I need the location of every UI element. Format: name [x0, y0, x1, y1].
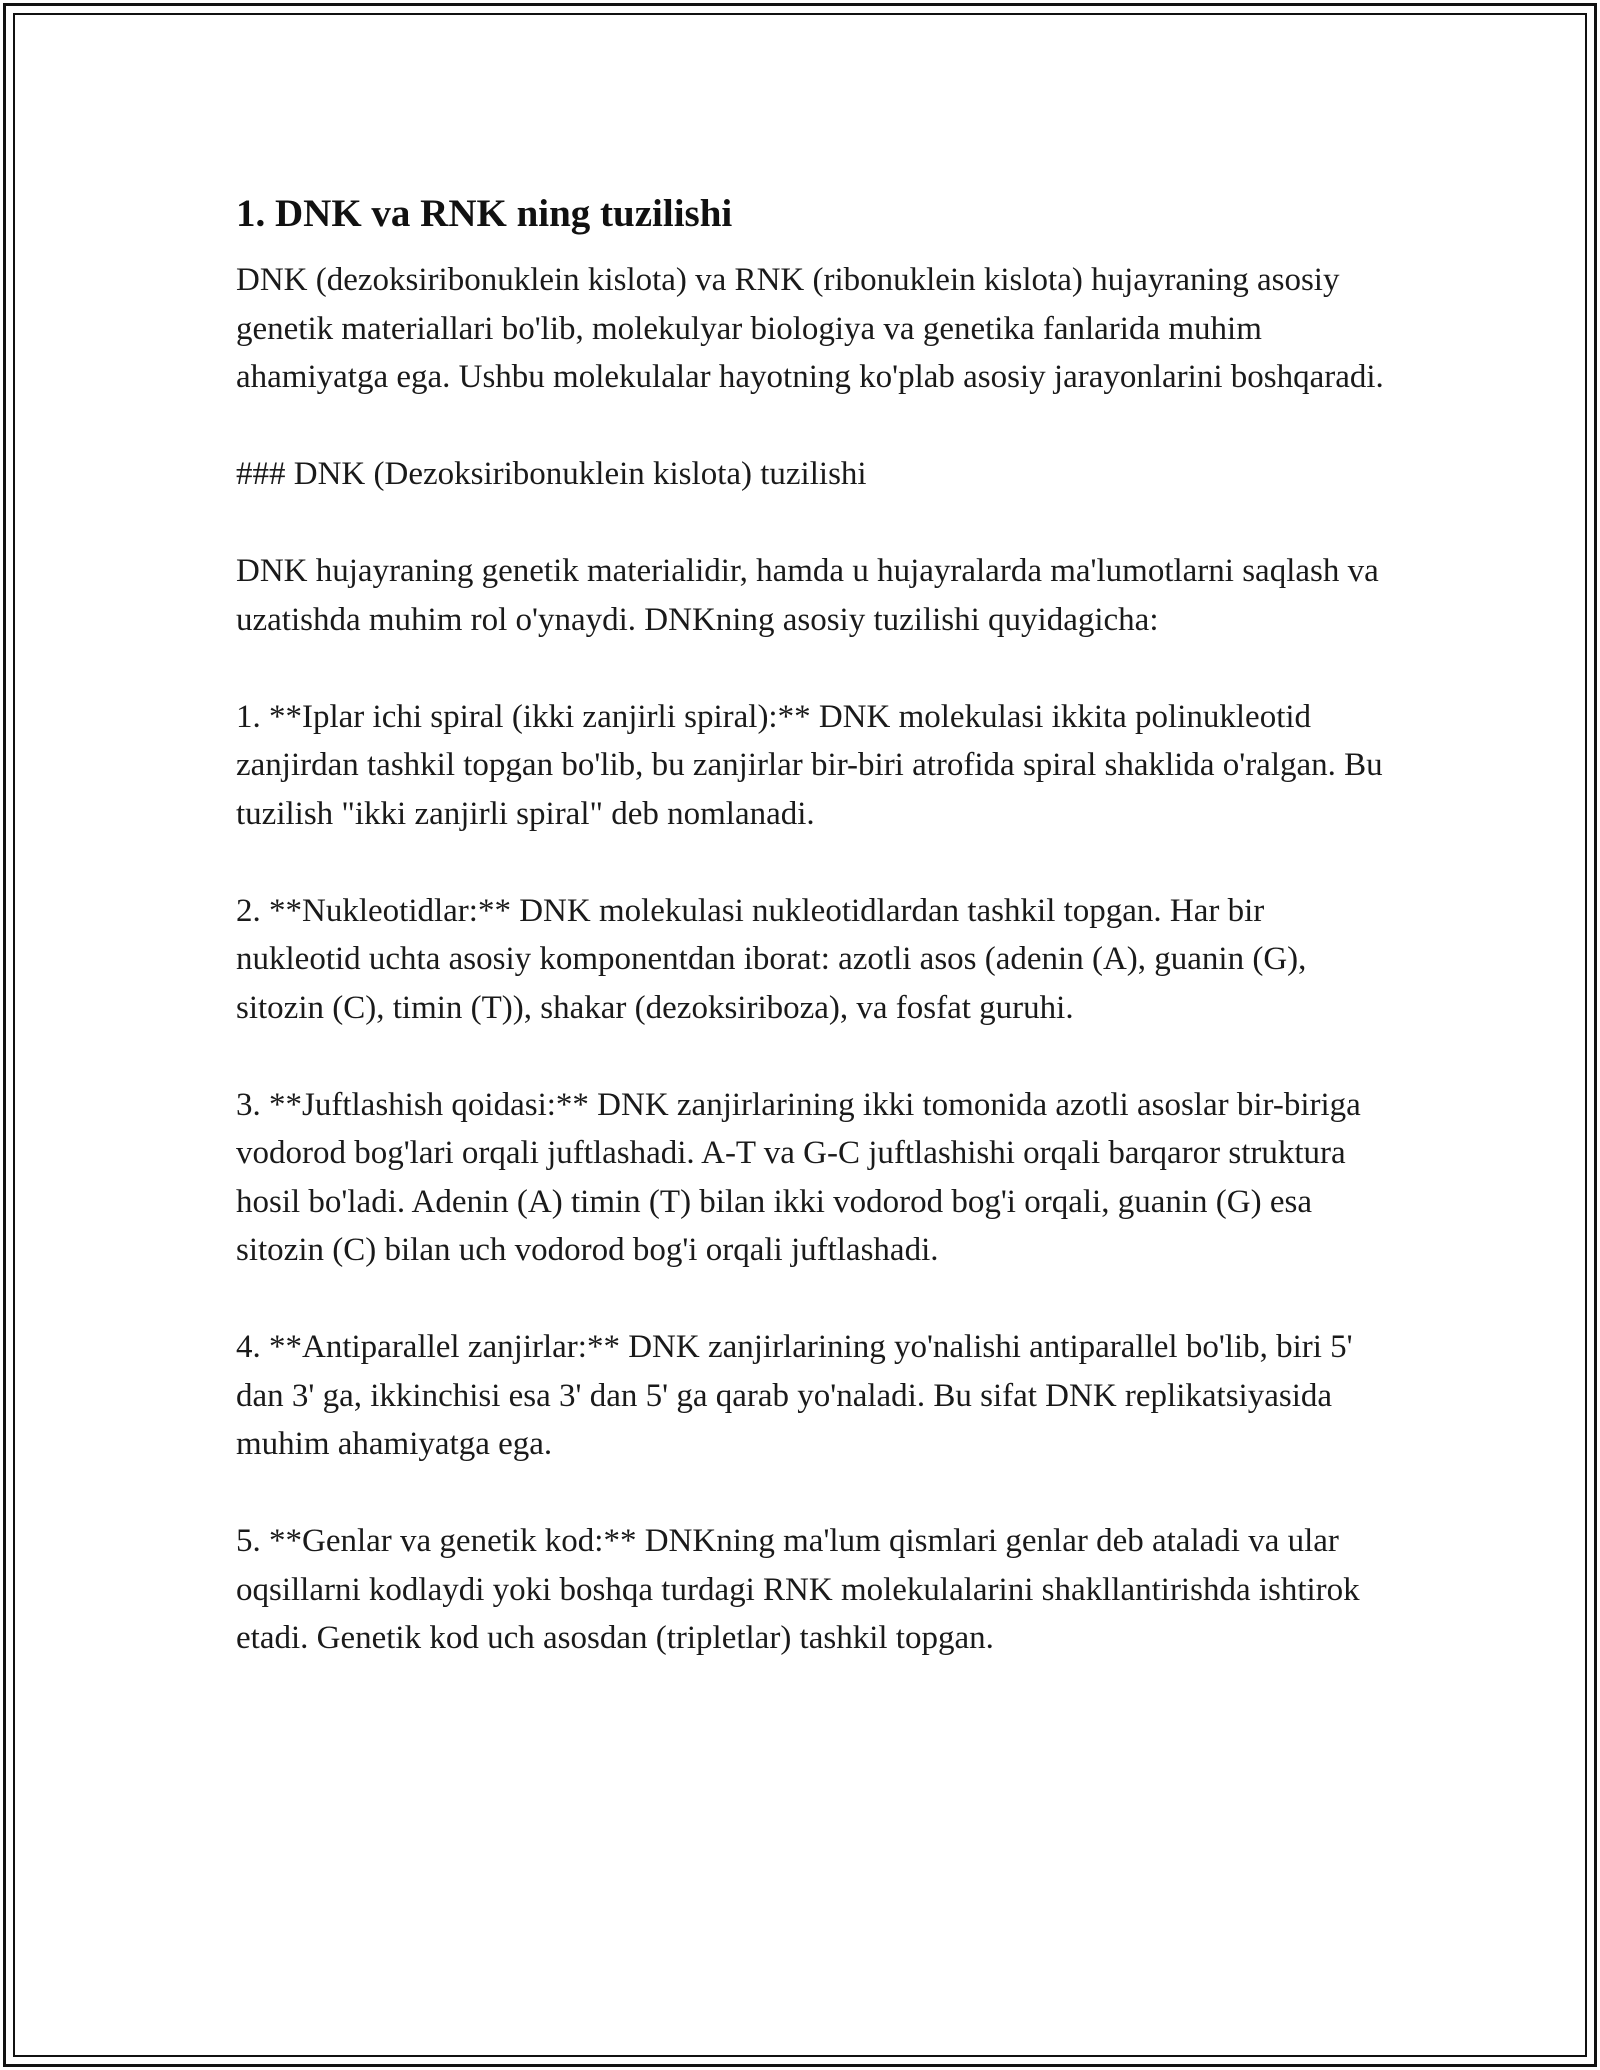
list-item-1: 1. **Iplar ichi spiral (ikki zanjirli spiral):** DNK molekulasi ikkita polinukleotid zanjirdan tashkil topgan bo'lib, bu zanjirlar bir-biri atrofida spiral shaklida o'ralgan. Bu tuzilish "ikki zanjirli spiral" deb nomlanadi.: [236, 698, 1383, 832]
list-item-2: 2. **Nukleotidlar:** DNK molekulasi nukleotidlardan tashkil topgan. Har bir nukleotid uchta asosiy komponentdan iborat: azotli asos (adenin (A), guanin (G), sitozin (C), timin (T)), shakar (dezoksiriboza), va fosfat guruhi.: [236, 892, 1307, 1026]
section-subheading: ### DNK (Dezoksiribonuklein kislota) tuzilishi: [236, 456, 867, 492]
document-body: [236, 186, 1386, 1711]
list-item-3: 3. **Juftlashish qoidasi:** DNK zanjirlarining ikki tomonida azotli asoslar bir-biriga vodorod bog'lari orqali juftlashadi. A-T va G-C juftlashishi orqali barqaror struktura hosil bo'ladi. Adenin (A) timin (T) bilan ikki vodorod bog'i orqali, guanin (G) esa sitozin (C) bilan uch vodorod bog'i orqali juftlashadi.: [236, 1086, 1361, 1268]
intro-paragraph: DNK (dezoksiribonuklein kislota) va RNK (ribonuklein kislota) hujayraning asosiy genetik materiallari bo'lib, molekulyar biologiya va genetika fanlarida muhim ahamiyatga ega. Ushbu molekulalar hayotning ko'plab asosiy jarayonlarini boshqaradi.: [236, 262, 1384, 395]
document-title: 1. DNK va RNK ning tuzilishi: [236, 192, 733, 235]
list-item-5: 5. **Genlar va genetik kod:** DNKning ma'lum qismlari genlar deb ataladi va ular oqsillarni kodlaydi yoki boshqa turdagi RNK molekulalarini shakllantirishda ishtirok etadi. Genetik kod uch asosdan (tripletlar) tashkil topgan.: [236, 1523, 1360, 1656]
list-item-4: 4. **Antiparallel zanjirlar:** DNK zanjirlarining yo'nalishi antiparallel bo'lib, biri 5' dan 3' ga, ikkinchisi esa 3' dan 5' ga qarab yo'naladi. Bu sifat DNK replikatsiyasida muhim ahamiyatga ega.: [236, 1329, 1353, 1462]
section-paragraph: DNK hujayraning genetik materialidir, hamda u hujayralarda ma'lumotlarni saqlash va uzatishda muhim rol o'ynaydi. DNKning asosiy tuzilishi quyidagicha:: [236, 553, 1379, 638]
